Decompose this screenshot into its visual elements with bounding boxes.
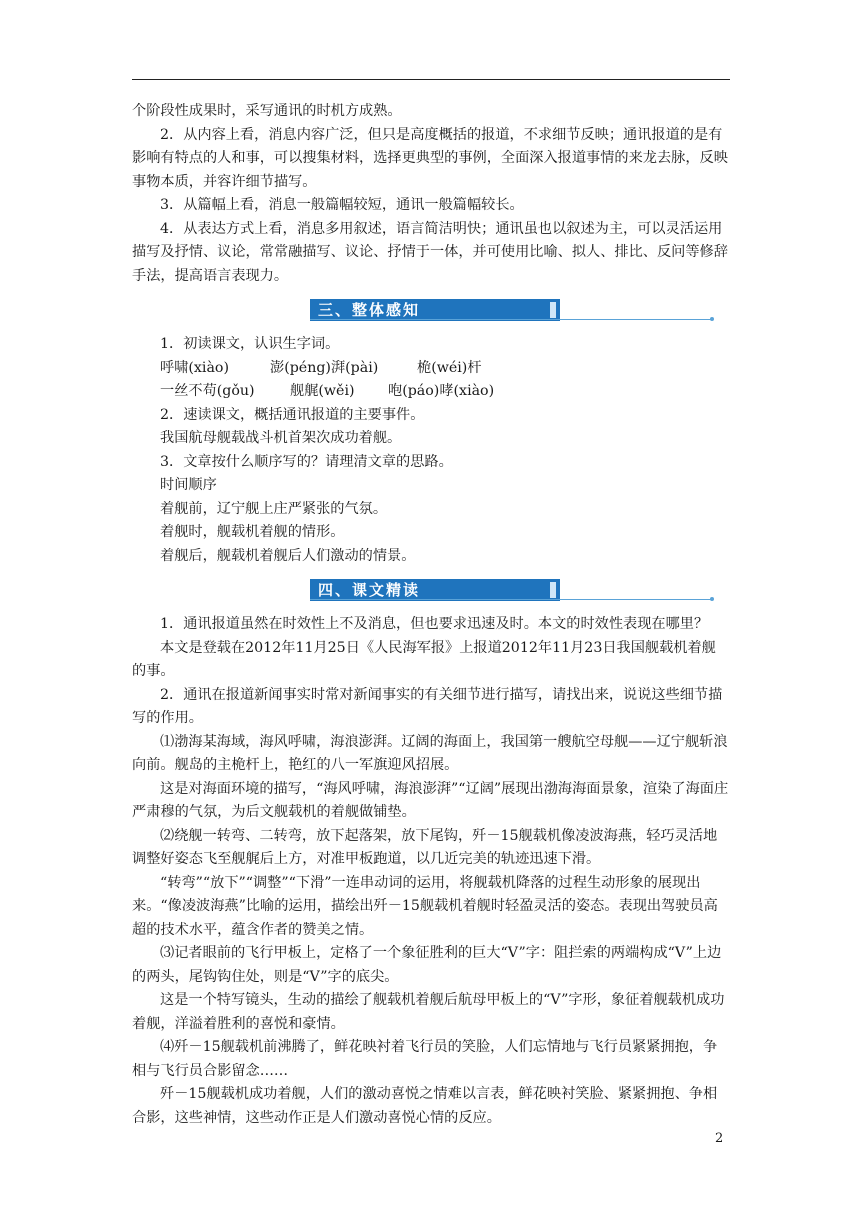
vocab-word: 桅(wéi)杆	[417, 359, 482, 376]
detail-quote-1: ⑴渤海某海域，海风呼啸，海浪澎湃。辽阔的海面上，我国第一艘航空母舰——辽宁舰斩浪向前。舰岛的主桅杆上，艳红的八一军旗迎风招展。	[132, 733, 728, 773]
section-heading-label: 三、整体感知	[310, 299, 560, 321]
question-2: 2．速读课文，概括通讯报道的主要事件。	[160, 406, 425, 423]
vocab-word: 澎(péng)湃(pài)	[270, 359, 379, 376]
section-heading-close-reading	[132, 579, 730, 603]
page-number: 2	[715, 1131, 724, 1146]
detail-quote-2: ⑵绕舰一转弯、二转弯，放下起落架，放下尾钩，歼－15舰载机像凌波海燕，轻巧灵活地调整好姿态飞至舰艉后上方，对准甲板跑道，以几近完美的轨迹迅速下滑。	[132, 827, 718, 867]
intro-point-4: 4．从表达方式上看，消息多用叙述，语言简洁明快；通讯虽也以叙述为主，可以灵活运用描写及抒情、议论，常常融描写、议论、抒情于一体，并可使用比喻、拟人、排比、反问等修辞手法，提高语言表现力。	[132, 220, 728, 284]
reading-question-1: 1．通讯报道虽然在时效性上不及消息，但也要求迅速及时。本文的时效性表现在哪里？	[160, 616, 709, 632]
question-1: 1．初读课文，认识生字词。	[160, 336, 340, 352]
intro-line-0: 个阶段性成果时，采写通讯的时机方成熟。	[132, 103, 402, 119]
section-heading-dot	[710, 317, 714, 321]
header-rule	[132, 79, 730, 80]
vocab-word: 舰艉(wěi)	[290, 383, 355, 399]
section-heading-underline	[310, 599, 712, 600]
section-heading-label: 四、课文精读	[310, 579, 560, 601]
answer-3-line: 着舰前，辽宁舰上庄严紧张的气氛。	[160, 500, 388, 517]
vocab-row-2	[132, 380, 730, 404]
detail-analysis-2: “转弯”“放下”“调整”“下滑”一连串动词的运用，将舰载机降落的过程生动形象的展现出来。“像凌波海燕”比喻的运用，描绘出歼－15舰载机着舰时轻盈灵活的姿态。表现出驾驶员高超的技术水平，蕴含作者的赞美之情。	[132, 874, 718, 938]
answer-3-line: 着舰后，舰载机着舰后人们激动的情景。	[160, 547, 416, 564]
detail-analysis-1: 这是对海面环境的描写，“海风呼啸，海浪澎湃”“辽阔”展现出渤海海面景象，渲染了海面庄严肃穆的气氛，为后文舰载机的着舰做铺垫。	[132, 780, 729, 820]
detail-quote-4: ⑷歼－15舰载机前沸腾了，鲜花映衬着飞行员的笑脸，人们忘情地与飞行员紧紧拥抱，争相与飞行员合影留念……	[132, 1039, 718, 1079]
detail-analysis-3: 这是一个特写镜头，生动的描绘了舰载机着舰后航母甲板上的“V”字形，象征着舰载机成功着舰，洋溢着胜利的喜悦和豪情。	[132, 992, 725, 1032]
answer-3-line: 时间顺序	[160, 477, 217, 493]
reading-answer-1: 本文是登载在2012年11月25日《人民海军报》上报道2012年11月23日我国舰载机着舰的事。	[132, 639, 716, 679]
question-3: 3．文章按什么顺序写的？请理清文章的思路。	[160, 453, 453, 470]
intro-point-3: 3．从篇幅上看，消息一般篇幅较短，通讯一般篇幅较长。	[160, 197, 524, 213]
vocab-word: 一丝不苟(gǒu)	[160, 383, 255, 399]
answer-3-line: 着舰时，舰载机着舰的情形。	[160, 524, 345, 540]
vocab-row-1	[132, 357, 730, 381]
reading-question-2: 2．通讯在报道新闻事实时常对新闻事实的有关细节进行描写，请找出来，说说这些细节描写的作用。	[132, 686, 723, 726]
answer-2: 我国航母舰载战斗机首架次成功着舰。	[160, 430, 402, 446]
detail-quote-3: ⑶记者眼前的飞行甲板上，定格了一个象征胜利的巨大“V”字：阻拦索的两端构成“V”上边的两头，尾钩钩住处，则是“V”字的底尖。	[132, 945, 722, 985]
vocab-word: 咆(páo)哮(xiào)	[388, 383, 495, 399]
section-heading-overall	[132, 299, 730, 323]
intro-point-2: 2．从内容上看，消息内容广泛，但只是高度概括的报道，不求细节反映；通讯报道的是有影响有特点的人和事，可以搜集材料，选择更典型的事例，全面深入报道事情的来龙去脉，反映事物本质，并容许细节描写。	[132, 126, 728, 190]
section-heading-underline	[310, 319, 712, 320]
section-heading-dot	[710, 597, 714, 601]
vocab-word: 呼啸(xiào)	[160, 359, 229, 376]
page-content	[132, 100, 730, 1130]
detail-analysis-4: 歼－15舰载机成功着舰，人们的激动喜悦之情难以言表，鲜花映衬笑脸、紧紧拥抱、争相合影，这些神情，这些动作正是人们激动喜悦心情的反应。	[132, 1086, 718, 1126]
